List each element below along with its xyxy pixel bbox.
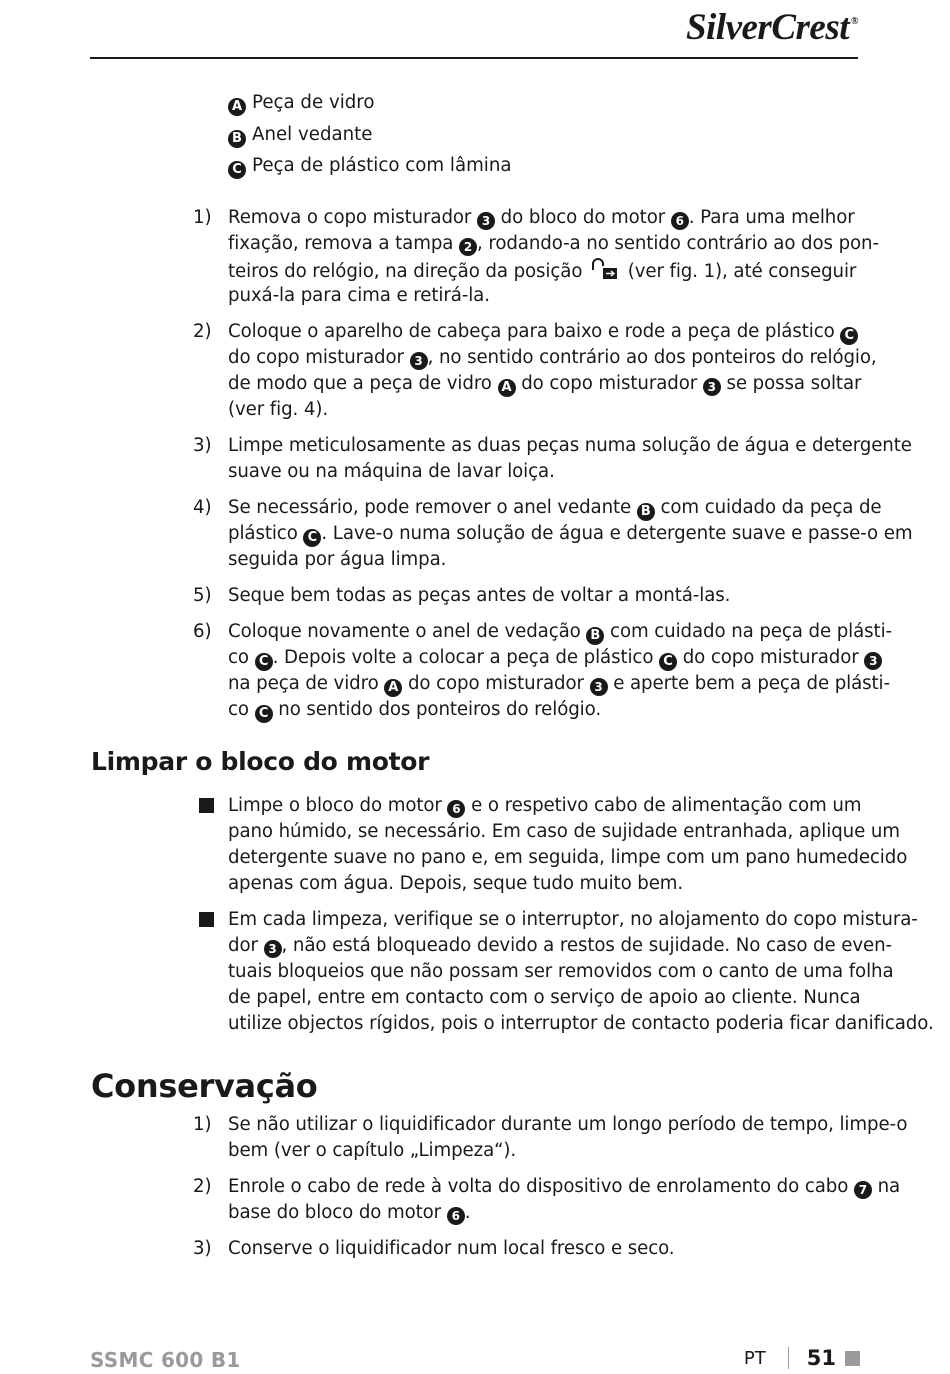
numbered-step — [0, 1112, 950, 1164]
brand-logo — [686, 6, 858, 49]
text-line — [228, 319, 860, 345]
text-run: Em cada limpeza, verifique se o interruptor, no alojamento do copo mistura- — [228, 909, 918, 930]
text-line — [228, 547, 860, 573]
text-run: e aperte bem a peça de plásti- — [607, 673, 890, 694]
text-run: Limpe o bloco do motor — [228, 795, 448, 816]
part-item — [228, 89, 512, 121]
text-run: , no sentido contrário ao dos ponteiros do relógio, — [427, 347, 877, 368]
text-run: Conserve o liquidificador num local fresco e seco. — [228, 1238, 675, 1259]
text-run: Remova o copo misturador — [228, 207, 477, 228]
text-run: do copo misturador — [515, 373, 703, 394]
motor-section-heading: Limpar o bloco do motor — [91, 747, 430, 776]
numbered-step — [0, 1236, 950, 1262]
reference-number-badge: 7 — [854, 1181, 872, 1199]
reference-number-badge: C — [303, 529, 321, 547]
part-item — [228, 121, 512, 153]
text-run: co — [228, 647, 255, 668]
part-label: Peça de vidro — [252, 92, 375, 113]
text-run: suave ou na máquina de lavar loiça. — [228, 461, 555, 482]
item-body — [228, 205, 879, 309]
footer-model: SSMC 600 B1 — [90, 1348, 241, 1372]
bullet-item — [0, 793, 950, 897]
text-run: e o respetivo cabo de alimentação com um — [465, 795, 862, 816]
text-run: co — [228, 699, 255, 720]
text-line — [228, 495, 882, 521]
text-line — [228, 985, 860, 1011]
text-line — [228, 619, 892, 645]
text-line — [228, 959, 894, 985]
step-number: 3) — [193, 435, 212, 456]
item-body — [228, 583, 860, 609]
reference-number-badge: 3 — [410, 352, 428, 370]
text-line — [228, 793, 860, 819]
text-line — [228, 397, 860, 423]
text-line — [228, 231, 879, 257]
text-run: do copo misturador — [677, 647, 865, 668]
unlock-icon — [590, 257, 620, 281]
text-line — [228, 907, 918, 933]
page-number: 51 — [806, 1346, 836, 1370]
text-run: Coloque o aparelho de cabeça para baixo e rode a peça de plástico — [228, 321, 841, 342]
part-item — [228, 152, 512, 184]
text-line — [228, 257, 860, 283]
text-run: Enrole o cabo de rede à volta do dispositivo de enrolamento do cabo — [228, 1176, 854, 1197]
item-body — [228, 319, 877, 423]
text-run: na peça de vidro — [228, 673, 385, 694]
text-run: Limpe meticulosamente as duas peças numa solução de água e detergente — [228, 435, 912, 456]
reference-number-badge: C — [840, 327, 858, 345]
text-line — [228, 345, 877, 371]
text-run: , não está bloqueado devido a restos de sujidade. No caso de even- — [281, 935, 892, 956]
item-body — [228, 1174, 901, 1226]
text-run: de modo que a peça de vidro — [228, 373, 498, 394]
part-marker: C — [228, 161, 246, 179]
numbered-step — [0, 433, 950, 485]
brand-name: SilverCrest — [685, 7, 850, 48]
text-run: bem (ver o capítulo „Limpeza“). — [228, 1140, 517, 1161]
text-run: fixação, remova a tampa — [228, 233, 459, 254]
numbered-step — [0, 205, 950, 309]
text-run: de papel, entre em contacto com o serviço de apoio ao cliente. Nunca — [228, 987, 861, 1008]
text-run: com cuidado da peça de — [654, 497, 882, 518]
step-number: 2) — [193, 321, 212, 342]
text-line — [228, 283, 860, 309]
text-line — [228, 933, 892, 959]
reference-number-badge: 3 — [864, 652, 882, 670]
conservation-steps-list — [0, 1112, 950, 1272]
footer-square-icon — [845, 1351, 860, 1366]
item-body — [228, 1236, 860, 1262]
text-line — [228, 583, 860, 609]
text-line — [228, 697, 860, 723]
text-line — [228, 671, 890, 697]
item-body — [228, 619, 892, 723]
text-line — [228, 1174, 901, 1200]
reference-number-badge: 6 — [671, 212, 689, 230]
motor-bullets-list — [0, 793, 950, 1047]
text-run: pano húmido, se necessário. Em caso de sujidade entranhada, aplique um — [228, 821, 900, 842]
cleaning-steps-list — [0, 205, 950, 733]
text-run: Se não utilizar o liquidificador durante um longo período de tempo, limpe-o — [228, 1114, 908, 1135]
text-line — [228, 459, 860, 485]
text-run: puxá-la para cima e retirá-la. — [228, 285, 490, 306]
reference-number-badge: B — [586, 627, 604, 645]
item-body — [228, 793, 908, 897]
numbered-step — [0, 1174, 950, 1226]
text-run: . Para uma melhor — [688, 207, 855, 228]
text-run: . — [464, 1202, 471, 1223]
reference-number-badge: 6 — [447, 1207, 465, 1225]
text-run: plástico — [228, 523, 304, 544]
text-line — [228, 871, 860, 897]
text-line — [228, 819, 900, 845]
text-run: (ver fig. 4). — [228, 399, 329, 420]
text-run: apenas com água. Depois, seque tudo muito bem. — [228, 873, 684, 894]
text-run: (ver fig. 1), até conseguir — [622, 261, 857, 282]
parts-list — [228, 89, 512, 184]
reference-number-badge: 2 — [459, 238, 477, 256]
text-line — [228, 1112, 908, 1138]
reference-number-badge: 3 — [590, 678, 608, 696]
text-run: . Depois volte a colocar a peça de plástico — [272, 647, 660, 668]
header-rule — [90, 57, 858, 59]
text-line — [228, 205, 860, 231]
reference-number-badge: 3 — [703, 378, 721, 396]
item-body — [228, 907, 934, 1037]
text-line — [228, 1200, 860, 1226]
text-line — [228, 1236, 860, 1262]
footer-page-info — [744, 1346, 860, 1370]
registered-mark: ® — [851, 16, 858, 27]
text-run: teiros do relógio, na direção da posição — [228, 261, 589, 282]
text-run: base do bloco do motor — [228, 1202, 447, 1223]
text-run: utilize objectos rígidos, pois o interruptor de contacto poderia ficar danificado. — [228, 1013, 934, 1034]
text-run: , rodando-a no sentido contrário ao dos pon- — [477, 233, 879, 254]
footer-separator — [788, 1347, 789, 1369]
reference-number-badge: A — [384, 679, 402, 697]
reference-number-badge: C — [255, 653, 273, 671]
reference-number-badge: C — [659, 653, 677, 671]
reference-number-badge: C — [255, 705, 273, 723]
numbered-step — [0, 619, 950, 723]
text-run: se possa soltar — [720, 373, 862, 394]
reference-number-badge: 6 — [447, 800, 465, 818]
text-run: do copo misturador — [228, 347, 410, 368]
text-run: tuais bloqueios que não possam ser removidos com o canto de uma folha — [228, 961, 894, 982]
text-run: do bloco do motor — [495, 207, 671, 228]
numbered-step — [0, 319, 950, 423]
text-line — [228, 433, 912, 459]
part-marker: A — [228, 98, 246, 116]
text-run: Seque bem todas as peças antes de voltar a montá-las. — [228, 585, 731, 606]
text-run: na — [871, 1176, 901, 1197]
part-marker: B — [228, 130, 246, 148]
reference-number-badge: 3 — [477, 212, 495, 230]
bullet-square-icon — [199, 912, 214, 927]
step-number: 6) — [193, 621, 212, 642]
bullet-item — [0, 907, 950, 1037]
text-line — [228, 645, 878, 671]
numbered-step — [0, 495, 950, 573]
text-run: detergente suave no pano e, em seguida, limpe com um pano humedecido — [228, 847, 908, 868]
text-line — [228, 1138, 860, 1164]
numbered-step — [0, 583, 950, 609]
step-number: 1) — [193, 207, 212, 228]
step-number: 1) — [193, 1114, 212, 1135]
footer-language: PT — [743, 1347, 766, 1369]
text-line — [228, 845, 908, 871]
text-run: dor — [228, 935, 264, 956]
text-run: seguida por água limpa. — [228, 549, 447, 570]
item-body — [228, 495, 913, 573]
reference-number-badge: B — [637, 503, 655, 521]
item-body — [228, 1112, 908, 1164]
conservation-heading: Conservação — [91, 1067, 318, 1105]
text-run: no sentido dos ponteiros do relógio. — [272, 699, 602, 720]
text-run: do copo misturador — [402, 673, 590, 694]
step-number: 3) — [193, 1238, 212, 1259]
text-run: Coloque novamente o anel de vedação — [228, 621, 587, 642]
text-line — [228, 371, 860, 397]
part-label: Anel vedante — [252, 123, 373, 145]
text-line — [228, 1011, 934, 1037]
text-run: com cuidado na peça de plásti- — [604, 621, 892, 642]
part-label: Peça de plástico com lâmina — [252, 155, 512, 176]
text-line — [228, 521, 913, 547]
reference-number-badge: 3 — [264, 940, 282, 958]
step-number: 4) — [193, 497, 212, 518]
item-body — [228, 433, 912, 485]
reference-number-badge: A — [498, 379, 516, 397]
text-run: . Lave-o numa solução de água e detergente suave e passe-o em — [321, 523, 913, 544]
text-run: Se necessário, pode remover o anel vedante — [228, 497, 637, 518]
step-number: 2) — [193, 1176, 212, 1197]
bullet-square-icon — [199, 798, 214, 813]
step-number: 5) — [193, 585, 212, 606]
